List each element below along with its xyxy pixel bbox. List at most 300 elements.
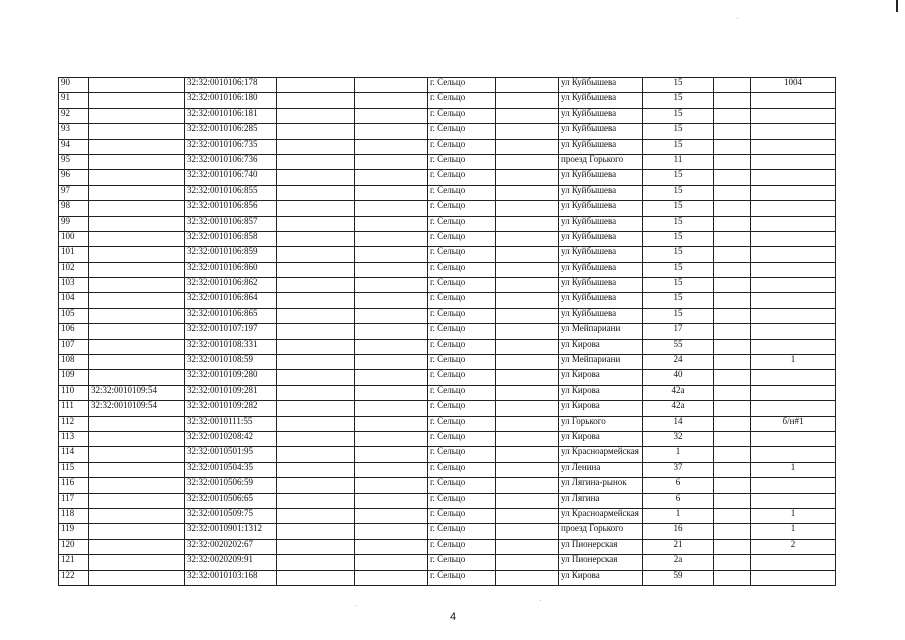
street-cell: ул Пионерская <box>559 555 643 570</box>
table-row <box>59 355 836 370</box>
empty-cell <box>714 493 751 508</box>
table-row <box>59 216 836 231</box>
city-cell: г. Сельцо <box>428 78 496 93</box>
house-number-cell: 15 <box>643 93 714 108</box>
empty-cell <box>496 308 559 323</box>
row-number-cell: 117 <box>59 493 89 508</box>
empty-cell <box>277 462 355 477</box>
street-cell: ул Куйбышева <box>559 108 643 123</box>
city-cell: г. Сельцо <box>428 216 496 231</box>
scan-edge-mark <box>896 0 898 12</box>
empty-cell <box>355 447 428 462</box>
empty-cell <box>496 493 559 508</box>
city-cell: г. Сельцо <box>428 478 496 493</box>
row-number-cell: 94 <box>59 139 89 154</box>
row-number-cell: 122 <box>59 570 89 585</box>
empty-cell <box>496 247 559 262</box>
empty-cell <box>355 508 428 523</box>
house-number-cell: 15 <box>643 278 714 293</box>
empty-cell <box>277 185 355 200</box>
cadastral-number-cell: 32:32:0010106:736 <box>185 154 277 169</box>
empty-cell <box>496 154 559 169</box>
street-cell: ул Мейпариани <box>559 324 643 339</box>
empty-cell <box>496 401 559 416</box>
street-cell: ул Кирова <box>559 401 643 416</box>
empty-cell <box>496 508 559 523</box>
parent-cadastral-number-cell <box>89 416 185 431</box>
empty-cell <box>496 447 559 462</box>
flat-number-cell <box>751 278 836 293</box>
table-row <box>59 493 836 508</box>
house-number-cell: 24 <box>643 355 714 370</box>
street-cell: ул Куйбышева <box>559 231 643 246</box>
parent-cadastral-number-cell <box>89 508 185 523</box>
empty-cell <box>496 108 559 123</box>
empty-cell <box>277 93 355 108</box>
city-cell: г. Сельцо <box>428 293 496 308</box>
street-cell: ул Мейпариани <box>559 355 643 370</box>
street-cell: ул Куйбышева <box>559 262 643 277</box>
flat-number-cell <box>751 170 836 185</box>
table-row <box>59 508 836 523</box>
city-cell: г. Сельцо <box>428 462 496 477</box>
street-cell: ул Горького <box>559 416 643 431</box>
city-cell: г. Сельцо <box>428 493 496 508</box>
cadastral-number-cell: 32:32:0010506:59 <box>185 478 277 493</box>
cadastral-number-cell: 32:32:0010901:1312 <box>185 524 277 539</box>
table-row <box>59 570 836 585</box>
house-number-cell: 11 <box>643 154 714 169</box>
house-number-cell: 14 <box>643 416 714 431</box>
row-number-cell: 91 <box>59 93 89 108</box>
empty-cell <box>496 124 559 139</box>
empty-cell <box>714 231 751 246</box>
city-cell: г. Сельцо <box>428 385 496 400</box>
flat-number-cell: 1 <box>751 355 836 370</box>
city-cell: г. Сельцо <box>428 416 496 431</box>
city-cell: г. Сельцо <box>428 508 496 523</box>
empty-cell <box>277 216 355 231</box>
flat-number-cell <box>751 293 836 308</box>
parent-cadastral-number-cell <box>89 262 185 277</box>
street-cell: ул Куйбышева <box>559 170 643 185</box>
empty-cell <box>714 539 751 554</box>
empty-cell <box>496 216 559 231</box>
city-cell: г. Сельцо <box>428 124 496 139</box>
row-number-cell: 106 <box>59 324 89 339</box>
empty-cell <box>714 154 751 169</box>
flat-number-cell <box>751 324 836 339</box>
house-number-cell: 32 <box>643 431 714 446</box>
row-number-cell: 105 <box>59 308 89 323</box>
empty-cell <box>496 93 559 108</box>
street-cell: ул Красноармейская <box>559 447 643 462</box>
empty-cell <box>277 124 355 139</box>
cadastral-number-cell: 32:32:0010106:178 <box>185 78 277 93</box>
row-number-cell: 112 <box>59 416 89 431</box>
empty-cell <box>714 370 751 385</box>
city-cell: г. Сельцо <box>428 201 496 216</box>
parent-cadastral-number-cell <box>89 293 185 308</box>
table-row <box>59 124 836 139</box>
empty-cell <box>277 447 355 462</box>
empty-cell <box>714 201 751 216</box>
table-row <box>59 478 836 493</box>
cadastral-number-cell: 32:32:0010501:95 <box>185 447 277 462</box>
empty-cell <box>714 247 751 262</box>
cadastral-number-cell: 32:32:0010106:858 <box>185 231 277 246</box>
empty-cell <box>496 324 559 339</box>
flat-number-cell <box>751 154 836 169</box>
cadastral-number-cell: 32:32:0010103:168 <box>185 570 277 585</box>
empty-cell <box>496 555 559 570</box>
flat-number-cell <box>751 247 836 262</box>
flat-number-cell <box>751 201 836 216</box>
cadastral-number-cell: 32:32:0010106:735 <box>185 139 277 154</box>
empty-cell <box>714 93 751 108</box>
empty-cell <box>714 108 751 123</box>
empty-cell <box>496 524 559 539</box>
empty-cell <box>496 231 559 246</box>
street-cell: ул Куйбышева <box>559 78 643 93</box>
parent-cadastral-number-cell <box>89 108 185 123</box>
empty-cell <box>355 278 428 293</box>
empty-cell <box>714 139 751 154</box>
empty-cell <box>355 154 428 169</box>
flat-number-cell <box>751 570 836 585</box>
city-cell: г. Сельцо <box>428 231 496 246</box>
flat-number-cell <box>751 231 836 246</box>
cadastral-number-cell: 32:32:0010109:281 <box>185 385 277 400</box>
empty-cell <box>277 170 355 185</box>
empty-cell <box>277 293 355 308</box>
empty-cell <box>277 355 355 370</box>
cadastral-number-cell: 32:32:0010107:197 <box>185 324 277 339</box>
city-cell: г. Сельцо <box>428 339 496 354</box>
empty-cell <box>496 385 559 400</box>
flat-number-cell: 2 <box>751 539 836 554</box>
cadastral-number-cell: 32:32:0020202:67 <box>185 539 277 554</box>
street-cell: ул Куйбышева <box>559 293 643 308</box>
house-number-cell: 15 <box>643 78 714 93</box>
parent-cadastral-number-cell <box>89 478 185 493</box>
flat-number-cell <box>751 493 836 508</box>
cadastral-number-cell: 32:32:0010108:331 <box>185 339 277 354</box>
table-row <box>59 385 836 400</box>
empty-cell <box>355 185 428 200</box>
empty-cell <box>714 355 751 370</box>
empty-cell <box>714 401 751 416</box>
parent-cadastral-number-cell <box>89 431 185 446</box>
parent-cadastral-number-cell <box>89 231 185 246</box>
flat-number-cell <box>751 385 836 400</box>
empty-cell <box>355 93 428 108</box>
empty-cell <box>714 124 751 139</box>
empty-cell <box>277 478 355 493</box>
house-number-cell: 37 <box>643 462 714 477</box>
table-row <box>59 262 836 277</box>
parent-cadastral-number-cell: 32:32:0010109:54 <box>89 385 185 400</box>
cadastral-number-cell: 32:32:0010106:865 <box>185 308 277 323</box>
empty-cell <box>277 278 355 293</box>
empty-cell <box>496 539 559 554</box>
empty-cell <box>277 508 355 523</box>
empty-cell <box>496 478 559 493</box>
street-cell: проезд Горького <box>559 524 643 539</box>
flat-number-cell: 1004 <box>751 78 836 93</box>
street-cell: ул Куйбышева <box>559 139 643 154</box>
house-number-cell: 21 <box>643 539 714 554</box>
empty-cell <box>355 385 428 400</box>
parent-cadastral-number-cell <box>89 370 185 385</box>
empty-cell <box>496 355 559 370</box>
parent-cadastral-number-cell <box>89 493 185 508</box>
cadastral-number-cell: 32:32:0010106:856 <box>185 201 277 216</box>
table-row <box>59 154 836 169</box>
city-cell: г. Сельцо <box>428 431 496 446</box>
table-row <box>59 339 836 354</box>
house-number-cell: 2а <box>643 555 714 570</box>
table-row <box>59 431 836 446</box>
empty-cell <box>277 401 355 416</box>
empty-cell <box>355 401 428 416</box>
city-cell: г. Сельцо <box>428 447 496 462</box>
table-row <box>59 539 836 554</box>
empty-cell <box>714 478 751 493</box>
parent-cadastral-number-cell <box>89 555 185 570</box>
empty-cell <box>496 416 559 431</box>
table-row <box>59 447 836 462</box>
empty-cell <box>355 308 428 323</box>
house-number-cell: 15 <box>643 231 714 246</box>
row-number-cell: 115 <box>59 462 89 477</box>
house-number-cell: 6 <box>643 478 714 493</box>
table-row <box>59 324 836 339</box>
parent-cadastral-number-cell <box>89 570 185 585</box>
empty-cell <box>355 539 428 554</box>
table-row <box>59 170 836 185</box>
house-number-cell: 1 <box>643 447 714 462</box>
table-row <box>59 278 836 293</box>
parent-cadastral-number-cell <box>89 154 185 169</box>
table-row <box>59 231 836 246</box>
row-number-cell: 97 <box>59 185 89 200</box>
house-number-cell: 15 <box>643 139 714 154</box>
empty-cell <box>714 308 751 323</box>
city-cell: г. Сельцо <box>428 247 496 262</box>
empty-cell <box>277 570 355 585</box>
table-row <box>59 524 836 539</box>
parent-cadastral-number-cell <box>89 447 185 462</box>
empty-cell <box>496 370 559 385</box>
row-number-cell: 114 <box>59 447 89 462</box>
row-number-cell: 100 <box>59 231 89 246</box>
table-row <box>59 108 836 123</box>
row-number-cell: 93 <box>59 124 89 139</box>
row-number-cell: 109 <box>59 370 89 385</box>
row-number-cell: 121 <box>59 555 89 570</box>
street-cell: ул Куйбышева <box>559 278 643 293</box>
house-number-cell: 15 <box>643 201 714 216</box>
empty-cell <box>277 324 355 339</box>
empty-cell <box>277 339 355 354</box>
city-cell: г. Сельцо <box>428 355 496 370</box>
table-row <box>59 401 836 416</box>
empty-cell <box>714 185 751 200</box>
empty-cell <box>355 478 428 493</box>
empty-cell <box>277 370 355 385</box>
row-number-cell: 107 <box>59 339 89 354</box>
row-number-cell: 116 <box>59 478 89 493</box>
empty-cell <box>277 493 355 508</box>
parent-cadastral-number-cell <box>89 93 185 108</box>
house-number-cell: 15 <box>643 247 714 262</box>
table-row <box>59 416 836 431</box>
empty-cell <box>355 78 428 93</box>
table-row <box>59 139 836 154</box>
empty-cell <box>355 216 428 231</box>
flat-number-cell <box>751 447 836 462</box>
flat-number-cell: 1 <box>751 462 836 477</box>
empty-cell <box>714 339 751 354</box>
row-number-cell: 118 <box>59 508 89 523</box>
cadastral-number-cell: 32:32:0010111:55 <box>185 416 277 431</box>
street-cell: ул Куйбышева <box>559 93 643 108</box>
house-number-cell: 59 <box>643 570 714 585</box>
registry-table <box>58 77 836 586</box>
row-number-cell: 108 <box>59 355 89 370</box>
street-cell: ул Кирова <box>559 339 643 354</box>
table-row <box>59 293 836 308</box>
table-row <box>59 247 836 262</box>
empty-cell <box>355 324 428 339</box>
street-cell: ул Куйбышева <box>559 185 643 200</box>
row-number-cell: 99 <box>59 216 89 231</box>
city-cell: г. Сельцо <box>428 524 496 539</box>
empty-cell <box>496 462 559 477</box>
city-cell: г. Сельцо <box>428 139 496 154</box>
cadastral-number-cell: 32:32:0010506:65 <box>185 493 277 508</box>
empty-cell <box>355 355 428 370</box>
street-cell: ул Куйбышева <box>559 216 643 231</box>
house-number-cell: 40 <box>643 370 714 385</box>
empty-cell <box>277 247 355 262</box>
city-cell: г. Сельцо <box>428 539 496 554</box>
flat-number-cell <box>751 555 836 570</box>
table-row <box>59 201 836 216</box>
city-cell: г. Сельцо <box>428 185 496 200</box>
empty-cell <box>714 524 751 539</box>
street-cell: ул Куйбышева <box>559 308 643 323</box>
empty-cell <box>355 108 428 123</box>
empty-cell <box>355 493 428 508</box>
empty-cell <box>714 262 751 277</box>
house-number-cell: 15 <box>643 262 714 277</box>
city-cell: г. Сельцо <box>428 370 496 385</box>
empty-cell <box>355 339 428 354</box>
table-row <box>59 308 836 323</box>
table-row <box>59 370 836 385</box>
empty-cell <box>355 247 428 262</box>
page-number: 4 <box>449 611 457 623</box>
flat-number-cell <box>751 108 836 123</box>
flat-number-cell <box>751 262 836 277</box>
empty-cell <box>496 570 559 585</box>
scan-speck <box>355 605 356 606</box>
empty-cell <box>277 262 355 277</box>
empty-cell <box>277 385 355 400</box>
cadastral-number-cell: 32:32:0010106:285 <box>185 124 277 139</box>
house-number-cell: 15 <box>643 124 714 139</box>
city-cell: г. Сельцо <box>428 401 496 416</box>
scan-speck <box>737 18 738 19</box>
table-row <box>59 555 836 570</box>
empty-cell <box>277 524 355 539</box>
row-number-cell: 90 <box>59 78 89 93</box>
house-number-cell: 15 <box>643 216 714 231</box>
cadastral-number-cell: 32:32:0010106:857 <box>185 216 277 231</box>
empty-cell <box>355 139 428 154</box>
row-number-cell: 120 <box>59 539 89 554</box>
flat-number-cell <box>751 478 836 493</box>
row-number-cell: 102 <box>59 262 89 277</box>
empty-cell <box>277 231 355 246</box>
row-number-cell: 92 <box>59 108 89 123</box>
street-cell: ул Кирова <box>559 431 643 446</box>
cadastral-number-cell: 32:32:0010106:740 <box>185 170 277 185</box>
empty-cell <box>496 339 559 354</box>
parent-cadastral-number-cell <box>89 201 185 216</box>
parent-cadastral-number-cell <box>89 355 185 370</box>
flat-number-cell <box>751 308 836 323</box>
house-number-cell: 15 <box>643 170 714 185</box>
empty-cell <box>355 293 428 308</box>
empty-cell <box>714 462 751 477</box>
empty-cell <box>277 431 355 446</box>
street-cell: ул Пионерская <box>559 539 643 554</box>
city-cell: г. Сельцо <box>428 262 496 277</box>
empty-cell <box>277 154 355 169</box>
row-number-cell: 95 <box>59 154 89 169</box>
city-cell: г. Сельцо <box>428 308 496 323</box>
street-cell: ул Куйбышева <box>559 124 643 139</box>
row-number-cell: 119 <box>59 524 89 539</box>
empty-cell <box>496 293 559 308</box>
house-number-cell: 17 <box>643 324 714 339</box>
city-cell: г. Сельцо <box>428 170 496 185</box>
empty-cell <box>355 201 428 216</box>
empty-cell <box>355 124 428 139</box>
cadastral-number-cell: 32:32:0010108:59 <box>185 355 277 370</box>
city-cell: г. Сельцо <box>428 570 496 585</box>
row-number-cell: 104 <box>59 293 89 308</box>
empty-cell <box>277 139 355 154</box>
flat-number-cell: б/н#1 <box>751 416 836 431</box>
empty-cell <box>355 262 428 277</box>
street-cell: проезд Горького <box>559 154 643 169</box>
house-number-cell: 15 <box>643 293 714 308</box>
parent-cadastral-number-cell: 32:32:0010109:54 <box>89 401 185 416</box>
row-number-cell: 98 <box>59 201 89 216</box>
house-number-cell: 42а <box>643 385 714 400</box>
empty-cell <box>277 108 355 123</box>
table-body <box>59 78 836 586</box>
empty-cell <box>496 431 559 446</box>
empty-cell <box>714 555 751 570</box>
row-number-cell: 113 <box>59 431 89 446</box>
parent-cadastral-number-cell <box>89 78 185 93</box>
city-cell: г. Сельцо <box>428 108 496 123</box>
